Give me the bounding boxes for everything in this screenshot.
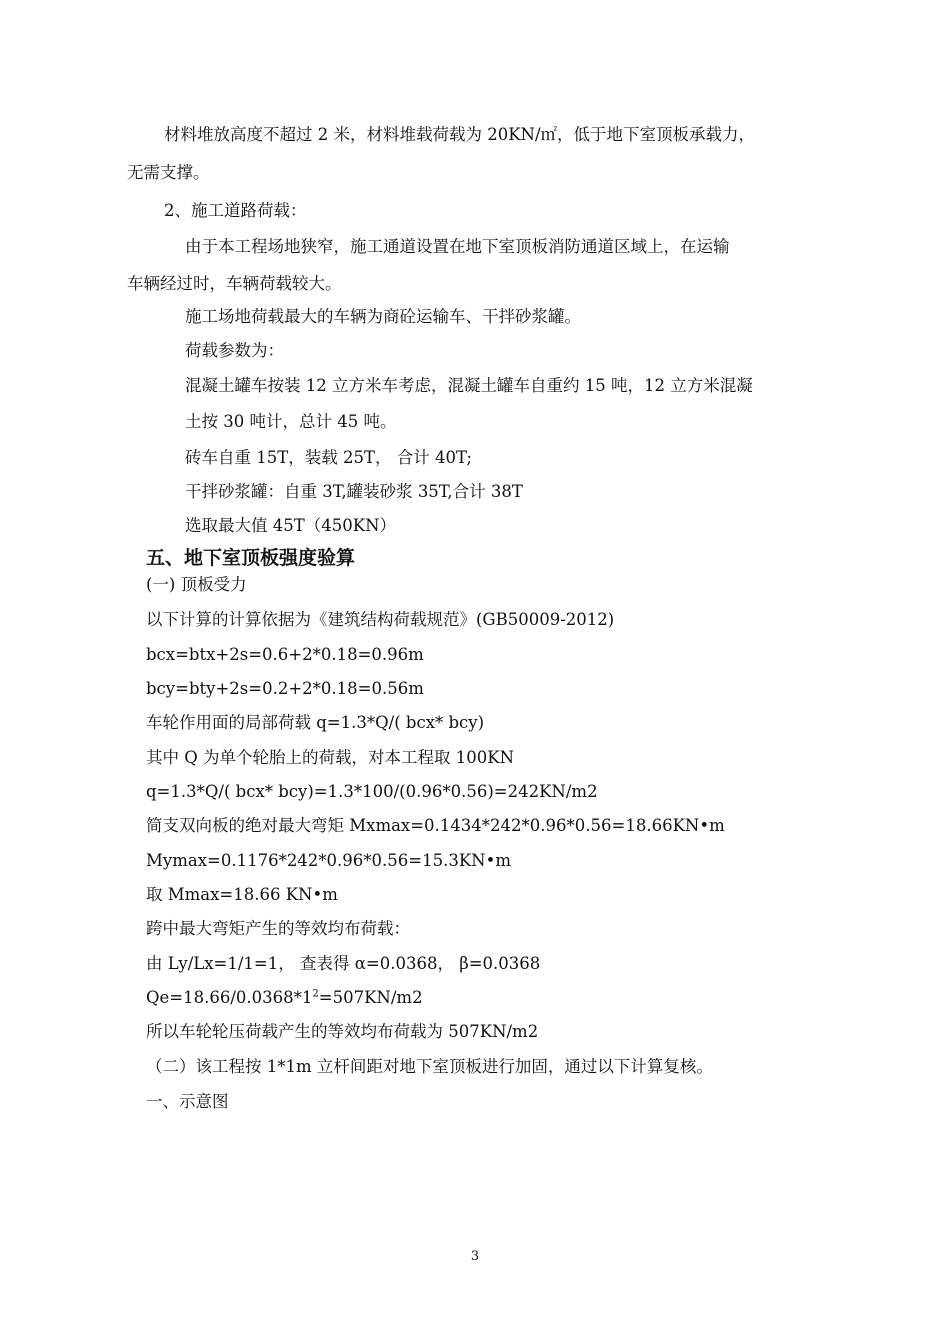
calc-qe	[146, 987, 423, 1009]
paragraph-road-line1: 由于本工程场地狭窄，施工通道设置在地下室顶板消防通道区域上，在运输	[185, 237, 730, 256]
calc-basis: 以下计算的计算依据为《建筑结构荷载规范》(GB50009-2012)	[146, 610, 615, 629]
calc-conclusion: 所以车轮轮压荷载产生的等效均布荷载为 507KN/m2	[146, 1022, 539, 1041]
paragraph-load-params: 荷载参数为：	[185, 341, 284, 360]
paragraph-brick-truck: 砖车自重 15T，装载 25T， 合计 40T;	[185, 448, 472, 467]
paragraph-storage-line1: 材料堆放高度不超过 2 米，材料堆载荷载为 20KN/㎡，低于地下室顶板承载力，	[164, 125, 756, 144]
calc-bcx: bcx=btx+2s=0.6+2*0.18=0.96m	[146, 645, 424, 664]
calc-equivalent-load-title: 跨中最大弯矩产生的等效均布荷载：	[146, 919, 410, 938]
calc-qe-main: Qe=18.66/0.0368*1	[146, 988, 313, 1007]
calc-qe-result: =507KN/m2	[318, 988, 423, 1007]
paragraph-max-vehicle: 施工场地荷载最大的车辆为商砼运输车、干拌砂浆罐。	[185, 307, 581, 326]
calc-tire-load: 其中 Q 为单个轮胎上的荷载，对本工程取 100KN	[146, 748, 515, 767]
calc-qe-exponent: 2	[312, 988, 319, 1000]
paragraph-concrete-truck-line1: 混凝土罐车按装 12 立方米车考虑，混凝土罐车自重约 15 吨，12 立方米混凝	[185, 376, 753, 395]
subsection-diagram: 一、示意图	[146, 1092, 229, 1111]
calc-local-load: 车轮作用面的局部荷载 q=1.3*Q/( bcx* bcy)	[146, 713, 485, 732]
subsection-reinforcement: （二）该工程按 1*1m 立杆间距对地下室顶板进行加固，通过以下计算复核。	[146, 1057, 713, 1076]
paragraph-max-value: 选取最大值 45T（450KN）	[185, 516, 397, 535]
paragraph-concrete-truck-line2: 土按 30 吨计，总计 45 吨。	[185, 412, 397, 431]
calc-q-value: q=1.3*Q/( bcx* bcy)=1.3*100/(0.96*0.56)=242KN/m2	[146, 782, 598, 801]
section-heading: 五、地下室顶板强度验算	[146, 547, 356, 569]
calc-coefficients: 由 Ly/Lx=1/1=1， 查表得 α=0.0368， β=0.0368	[146, 954, 541, 973]
calc-bcy: bcy=bty+2s=0.2+2*0.18=0.56m	[146, 679, 424, 698]
subsection-roof-force: (一) 顶板受力	[146, 575, 247, 594]
calc-mxmax: 简支双向板的绝对最大弯矩 Mxmax=0.1434*242*0.96*0.56=18.66KN•m	[146, 816, 725, 835]
page-number: 3	[470, 1249, 480, 1264]
paragraph-storage-line2: 无需支撑。	[127, 163, 210, 182]
calc-mmax: 取 Mmax=18.66 KN•m	[146, 885, 338, 904]
paragraph-road-line2: 车辆经过时，车辆荷载较大。	[127, 274, 342, 293]
item-road-load-title: 2、施工道路荷载：	[164, 201, 307, 220]
paragraph-mortar-tank: 干拌砂浆罐：自重 3T,罐装砂浆 35T,合计 38T	[185, 482, 523, 501]
calc-mymax: Mymax=0.1176*242*0.96*0.56=15.3KN•m	[146, 851, 511, 870]
